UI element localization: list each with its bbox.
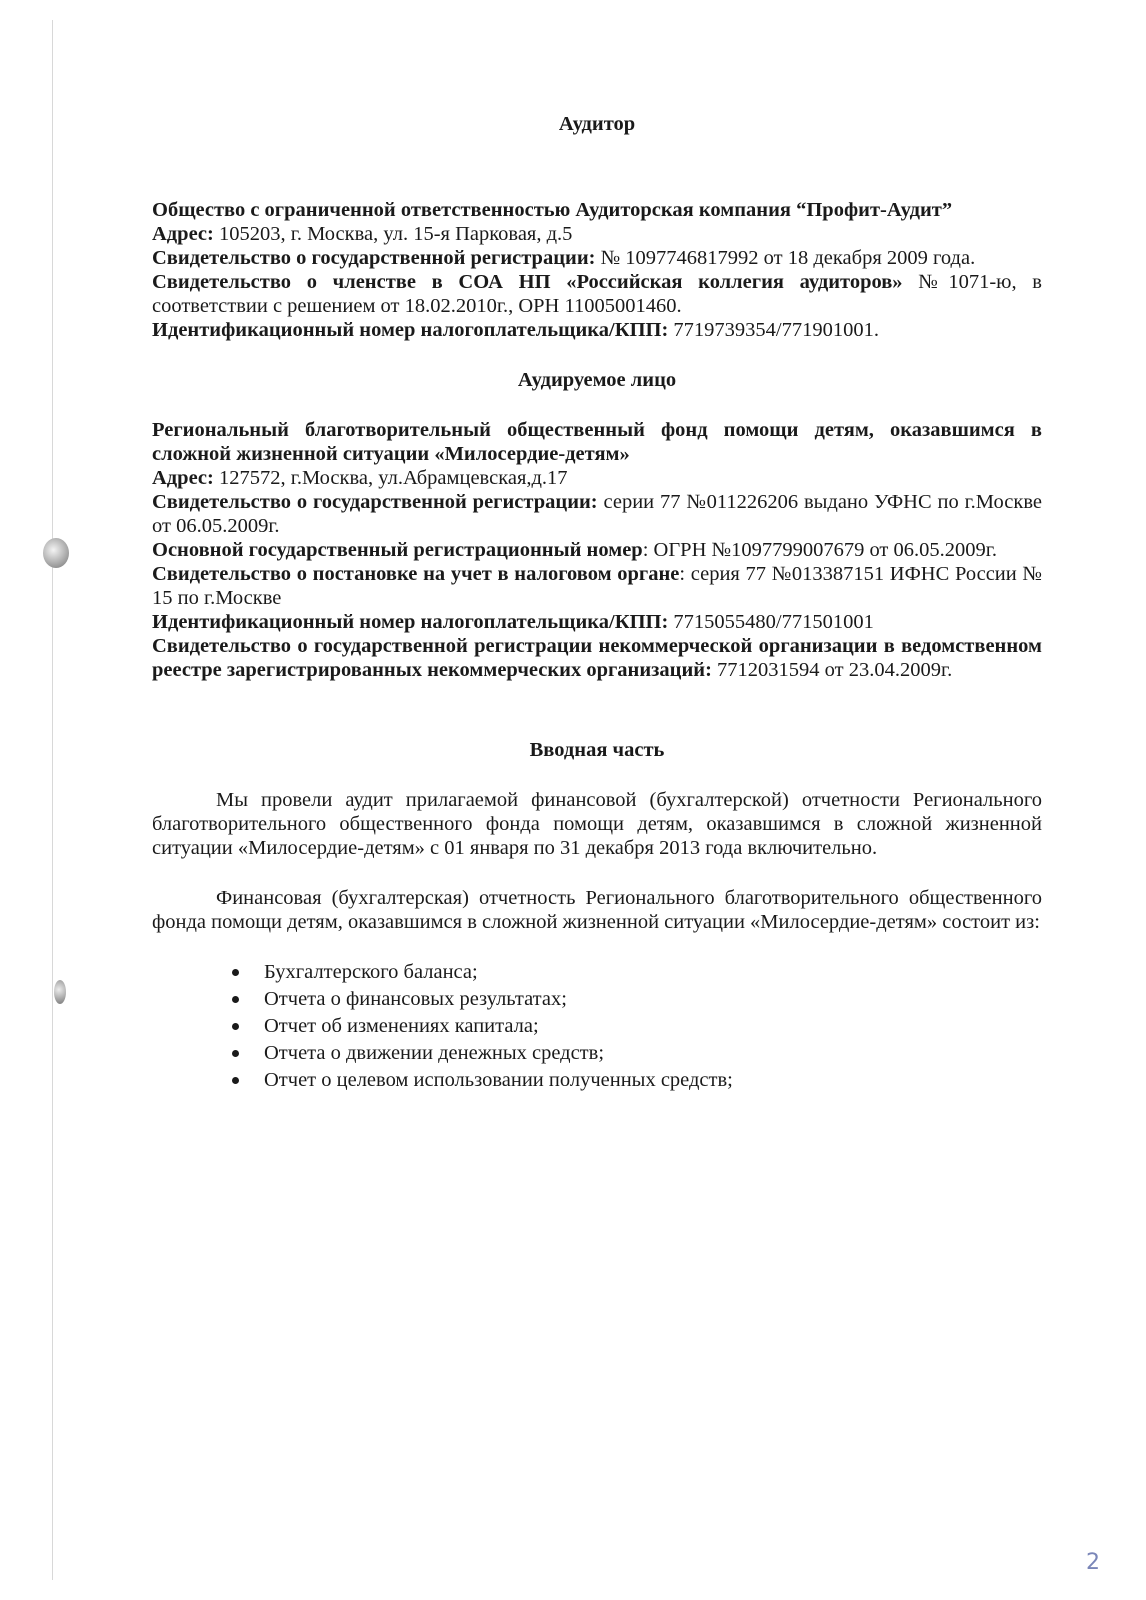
auditor-org-name: Общество с ограниченной ответственностью Аудиторская компания “Профит-Аудит” (152, 199, 953, 221)
list-item: Отчета о финансовых результатах; (152, 987, 1042, 1011)
audited-heading: Аудируемое лицо (517, 369, 677, 391)
audited-registration: Свидетельство о государственной регистрации: серии 77 №011226206 выдано УФНС по г.Москве от 06.05.2009г. (152, 491, 1042, 537)
punch-hole-icon (54, 980, 66, 1004)
intro-heading: Вводная часть (529, 739, 665, 761)
audited-tax-registration: Свидетельство о постановке на учет в налоговом органе: серия 77 №013387151 ИФНС России № 15 по г.Москве (152, 563, 1042, 609)
bullet-icon (232, 969, 239, 976)
audited-ogrn: Основной государственный регистрационный номер: ОГРН №1097799007679 от 06.05.2009г. (152, 539, 997, 561)
auditor-membership: Свидетельство о членстве в СОА НП «Российская коллегия аудиторов» №1071-ю, в соответствии с решением от 18.02.2010г., ОРН 11005001460. (152, 271, 1042, 317)
audited-nko-registration: Свидетельство о государственной регистрации некоммерческой организации в ведомственном реестре зарегистрированных некоммерческих организаций: 7712031594 от 23.04.2009г. (152, 635, 1042, 681)
bullet-icon (232, 996, 239, 1003)
audited-address: Адрес: 127572, г.Москва, ул.Абрамцевская,д.17 (152, 467, 568, 489)
audited-org-name: Региональный благотворительный общественный фонд помощи детям, оказавшимся в сложной жизненной ситуации «Милосердие-детям» (152, 419, 1042, 465)
bullet-icon (232, 1050, 239, 1057)
auditor-inn: Идентификационный номер налогоплательщика/КПП: 7719739354/771901001. (152, 319, 879, 341)
list-item: Отчет о целевом использовании полученных средств; (152, 1068, 1042, 1092)
list-item: Отчета о движении денежных средств; (152, 1041, 1042, 1065)
statements-list (152, 960, 1042, 1092)
list-item: Отчет об изменениях капитала; (152, 1014, 1042, 1038)
bullet-icon (232, 1077, 239, 1084)
audited-inn: Идентификационный номер налогоплательщика/КПП: 7715055480/771501001 (152, 611, 874, 633)
auditor-heading: Аудитор (558, 113, 636, 135)
punch-hole-icon (43, 538, 69, 568)
bullet-icon (232, 1023, 239, 1030)
intro-paragraph-2: Финансовая (бухгалтерская) отчетность Регионального благотворительного общественного фонда помощи детям, оказавшимся в сложной жизненной ситуации «Милосердие-детям» состоит из: (152, 887, 1042, 933)
page-number: 2 (1086, 1550, 1100, 1575)
binding-margin-line (52, 20, 53, 1580)
document-body (152, 112, 1042, 1095)
auditor-address: Адрес: 105203, г. Москва, ул. 15-я Парковая, д.5 (152, 223, 573, 245)
list-item: Бухгалтерского баланса; (152, 960, 1042, 984)
auditor-registration: Свидетельство о государственной регистрации: № 1097746817992 от 18 декабря 2009 года. (152, 247, 976, 269)
intro-paragraph-1: Мы провели аудит прилагаемой финансовой (бухгалтерской) отчетности Регионального благотворительного общественного фонда помощи детям, оказавшимся в сложной жизненной ситуации «Милосердие-детям» с 01 января по 31 декабря 2013 года включительно. (152, 789, 1042, 859)
